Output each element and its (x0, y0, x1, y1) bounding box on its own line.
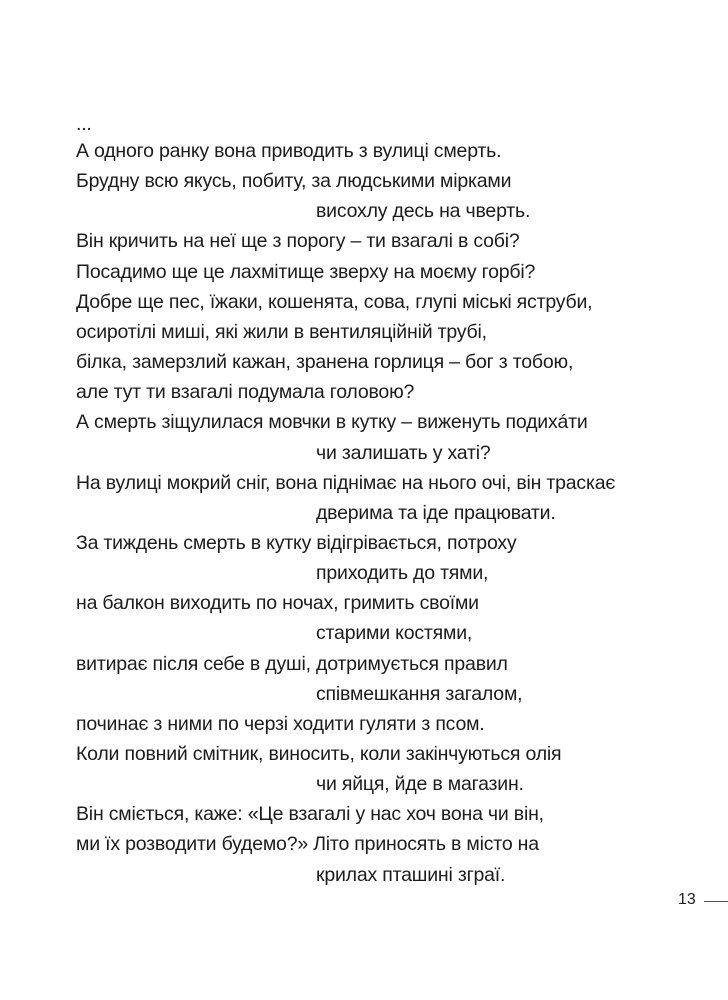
poem-line: ми їх розводити будемо?» Літо приносять в місто на (76, 833, 539, 856)
poem-line: висохлу десь на чверть. (316, 200, 531, 223)
poem-line: чи яйця, йде в магазин. (316, 773, 524, 796)
poem-line: Він сміється, каже: «Це взагалі у нас хоч вона чи він, (76, 803, 544, 826)
poem-line: на балкон виходить по ночах, гримить своїми (76, 592, 479, 615)
poem-line: Він кричить на неї ще з порогу – ти взагалі в собі? (76, 230, 520, 253)
poem-line: починає з ними по черзі ходити гуляти з псом. (76, 712, 485, 735)
poem-line: але тут ти взагалі подумала головою? (76, 381, 415, 404)
poem-line: Добре ще пес, їжаки, кошенята, сова, глупі міські яструби, (76, 290, 593, 313)
poem-line: Коли повний смітник, виносить, коли закінчуються олія (76, 743, 562, 765)
poem-line: витирає після себе в душі, дотримується правил (76, 652, 508, 675)
poem-line: співмешкання загалом, (316, 682, 523, 705)
poem-line: приходить до тями, (316, 562, 489, 585)
poem-line: Брудну всю якусь, побиту, за людськими мірками (76, 170, 512, 193)
poem-line: чи залишать у хаті? (316, 441, 491, 464)
page-number: 13 (678, 891, 696, 908)
poem-line: Посадимо ще це лахмітище зверху на моєму горбі? (76, 260, 536, 283)
poem-line: А смерть зіщулилася мовчки в кутку – виженуть подихáти (76, 411, 588, 434)
poem-line: старими костями, (316, 622, 473, 645)
poem-line: осиротілі миші, які жили в вентиляційній трубі, (76, 320, 487, 343)
poem-line: За тиждень смерть в кутку відігрівається, потроху (76, 531, 517, 554)
poem-line: На вулиці мокрий сніг, вона піднімає на нього очі, він траскає (76, 471, 616, 494)
poem-line: А одного ранку вона приводить з вулиці смерть. (76, 140, 502, 162)
page-number-rule (704, 901, 728, 902)
poem-line: білка, замерзлий кажан, зранена горлиця – бог з тобою, (76, 351, 574, 374)
poem-line: ... (76, 113, 92, 135)
poem-line: дверима та іде працювати. (316, 501, 556, 524)
poem-line: крилах пташині зграї. (316, 863, 506, 886)
